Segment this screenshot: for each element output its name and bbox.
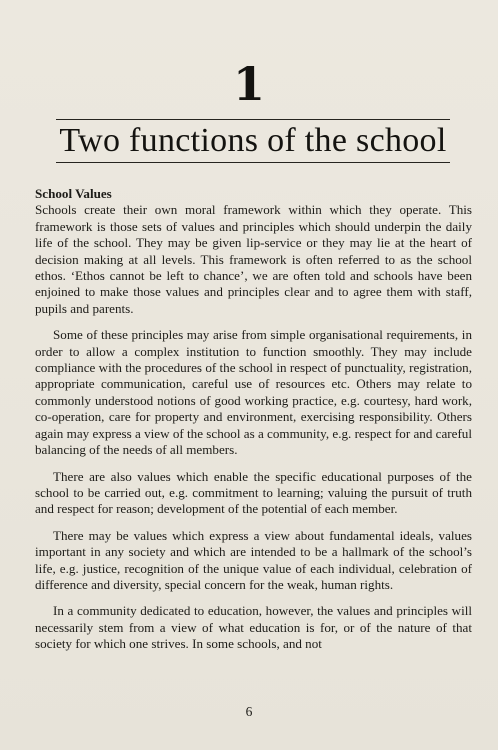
title-rule-bottom <box>56 162 450 163</box>
paragraph: Schools create their own moral framework within which they operate. This framework is those sets of values and principles which should underpin the daily life of the school. They may be given lip-service or they may lie at the heart of decision making at all levels. This framework is often referred to as the school ethos. ‘Ethos cannot be left to chance’, we are often told and schools have been enjoined to make those values and principles clear and to agree them with staff, pupils and parents. <box>35 202 472 316</box>
paragraph: There may be values which express a view about fundamental ideals, values important in any society and which are intended to be a hallmark of the school’s life, e.g. justice, recognition of the unique value of each individual, celebration of difference and diversity, special concern for the weak, human rights. <box>35 527 472 592</box>
chapter-number: 1 <box>232 57 265 111</box>
chapter-body <box>35 186 472 653</box>
paragraph: There are also values which enable the specific educational purposes of the school to be carried out, e.g. commitment to learning; valuing the pursuit of truth and respect for reason; development of the potential of each member. <box>35 468 472 517</box>
section-heading: School Values <box>35 186 112 201</box>
paragraph: Some of these principles may arise from simple organisational requirements, in order to allow a complex institution to function smoothly. They may include compliance with the procedures of the school in respect of punctuality, registration, appropriate communication, careful use of resources etc. Others may relate to commonly understood notions of good working practice, e.g. courtesy, hard work, co-operation, care for property and environment, exercising responsibility. Others again may express a view of the school as a community, e.g. respect for and careful balancing of the needs of all members. <box>35 327 472 458</box>
chapter-title: Two functions of the school <box>59 122 447 159</box>
title-rule-top <box>56 119 450 120</box>
paragraph: In a community dedicated to education, however, the values and principles will necessarily stem from a view of what education is for, or of the nature of that society for which one strives. In some schools, and not <box>35 603 472 652</box>
page-number: 6 <box>245 704 253 719</box>
